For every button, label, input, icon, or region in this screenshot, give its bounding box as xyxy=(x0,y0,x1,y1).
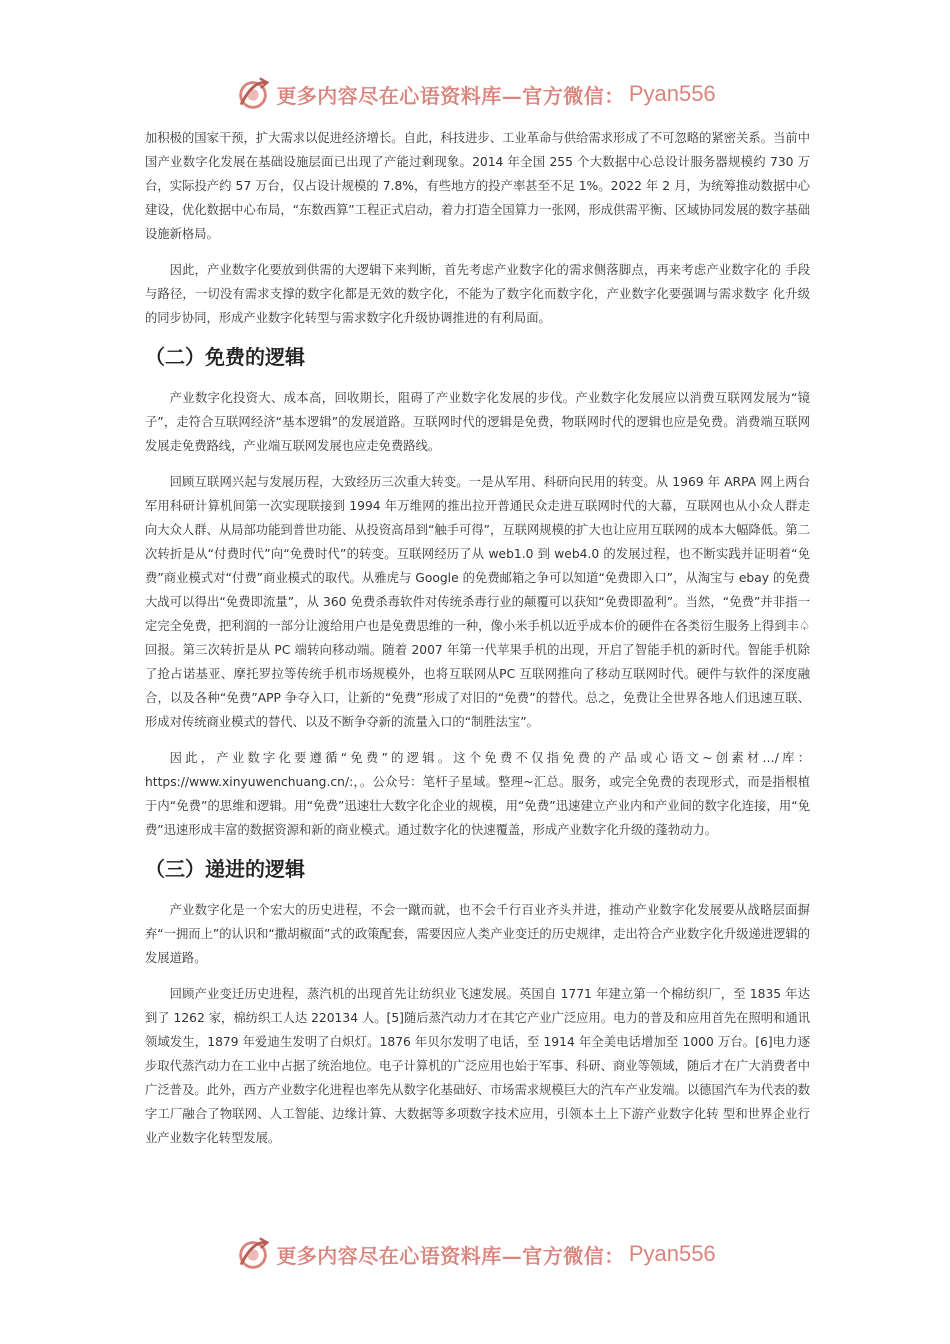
section-heading: （二）免费的逻辑 xyxy=(145,345,305,369)
paragraph: 因此，产业数字化要放到供需的大逻辑下来判断，首先考虑产业数字化的需求侧落脚点，再来考虑产业数字化的 手段与路径，一切没有需求支撑的数字化都是无效的数字化，不能为了数字化而数字化，产业数字化要强调与需求数字 化升级的同步协同，形成产业数字化转型与需求数字化升级协调推进的有利局面。 xyxy=(145,263,810,325)
paragraph: 产业数字化是一个宏大的历史进程，不会一蹴而就，也不会千行百业齐头并进，推动产业数字化发展要从战略层面摒弃“一拥而上”的认识和“撒胡椒面”式的政策配套，需要因应人类产业变迁的历史规律，走出符合产业数字化升级递进逻辑的发展道路。 xyxy=(145,903,810,965)
section-heading: （三）递进的逻辑 xyxy=(145,857,305,881)
header-banner xyxy=(0,74,950,114)
paragraph: 加积极的国家干预，扩大需求以促进经济增长。自此，科技进步、工业革命与供给需求形成了不可忽略的紧密关系。当前中国产业数字化发展在基础设施层面已出现了产能过剩现象。2014 年全国 255 个大数据中心总设计服务器规模约 730 万台，实际投产约 57 万台，仅占设计规模的 7.8%，有些地方的投产率甚至不足 1%。2022 年 2 月，为统筹推动数据中心建设，优化数据中心布局，“东数西算”工程正式启动，着力打造全国算力一张网，形成供需平衡、区域协同发展的数字基础设施新格局。 xyxy=(145,131,810,241)
banner-text: 更多内容尽在心语资料库—官方微信： xyxy=(276,1243,625,1268)
logo-icon xyxy=(234,1235,272,1273)
banner-wechat-id: Pyan556 xyxy=(628,81,716,106)
paragraph: 产业数字化投资大、成本高，回收期长，阻碍了产业数字化发展的步伐。产业数字化发展应以消费互联网发展为“镜子”，走符合互联网经济“基本逻辑”的发展道路。互联网时代的逻辑是免费，物联网时代的逻辑也应是免费。消费端互联网发展走免费路线，产业端互联网发展也应走免费路线。 xyxy=(145,391,810,453)
logo-icon xyxy=(234,75,272,113)
banner-text: 更多内容尽在心语资料库—官方微信： xyxy=(276,83,625,108)
paragraph: 回顾互联网兴起与发展历程，大致经历三次重大转变。一是从军用、科研向民用的转变。从 1969 年 ARPA 网上两台军用科研计算机间第一次实现联接到 1994 年万维网的推出拉开普通民众走进互联网时代的大幕，互联网也从小众人群走向大众人群、从局部功能到普世功能、从投资高昂到“触手可得”，互联网规模的扩大也让应用互联网的成本大幅降低。第二次转折是从“付费时代”向“免费时代”的转变。互联网经历了从 web1.0 到 web4.0 的发展过程，也不断实践并证明着“免费”商业模式对“付费”商业模式的取代。从雅虎与 Google 的免费邮箱之争可以知道“免费即入口”，从淘宝与 ebay 的免费大战可以得出“免费即流量”，从 360 免费杀毒软件对传统杀毒行业的颠覆可以获知“免费即盈利”。当然，“免费”并非指一定完全免费，把利润的一部分让渡给用户也是免费思维的一种，像小米手机以近乎成本价的硬件在各类衍生服务上得到丰♤回报。第三次转折是从 PC 端转向移动端。随着 2007 年第一代苹果手机的出现，开启了智能手机的新时代。智能手机除了抢占诺基亚、摩托罗拉等传统手机市场规模外，也将互联网从PC 互联网推向了移动互联网时代。硬件与软件的深度融合，以及各种“免费”APP 争夺入口，让新的“免费”形成了对旧的“免费”的替代。总之，免费让全世界各地人们迅速互联、形成对传统商业模式的替代、以及不断争夺新的流量入口的“制胜法宝”。 xyxy=(145,475,810,729)
paragraph: 因此，产业数字化要遵循“免费”的逻辑。这个免费不仅指免费的产品或心语文~创素材…/库：https://www.xinyuwenchuang.cn/:，。公众号：笔杆子星域。整理~汇总。服务，或完全免费的表现形式，而是指根植于内“免费”的思维和逻辑。用“免费”迅速壮大数字化企业的规模，用“免费”迅速建立产业内和产业间的数字化连接，用“免费”迅速形成丰富的数据资源和新的商业模式。通过数字化的快速覆盖，形成产业数字化升级的蓬勃动力。 xyxy=(145,751,810,837)
document-body xyxy=(145,126,810,1162)
banner-wechat-id: Pyan556 xyxy=(628,1241,716,1266)
paragraph: 回顾产业变迁历史进程，蒸汽机的出现首先让纺织业飞速发展。英国自 1771 年建立第一个棉纺织厂，至 1835 年达到了 1262 家，棉纺织工人达 220134 人。[5]随后蒸汽动力才在其它产业广泛应用。电力的普及和应用首先在照明和通讯领域发生，1879 年爱迪生发明了白炽灯。1876 年贝尔发明了电话，至 1914 年全美电话增加至 1000 万台。[6]电力逐步取代蒸汽动力在工业中占据了统治地位。电子计算机的广泛应用也始于军事、科研、商业等领域，随后才在广大消费者中广泛普及。此外，西方产业数字化进程也率先从数字化基础好、市场需求规模巨大的汽车产业发端。以德国汽车为代表的数字工厂融合了物联网、人工智能、边缘计算、大数据等多项数字技术应用，引领本土上下游产业数字化转 型和世界企业行业产业数字化转型发展。 xyxy=(145,987,810,1145)
footer-banner xyxy=(0,1234,950,1274)
